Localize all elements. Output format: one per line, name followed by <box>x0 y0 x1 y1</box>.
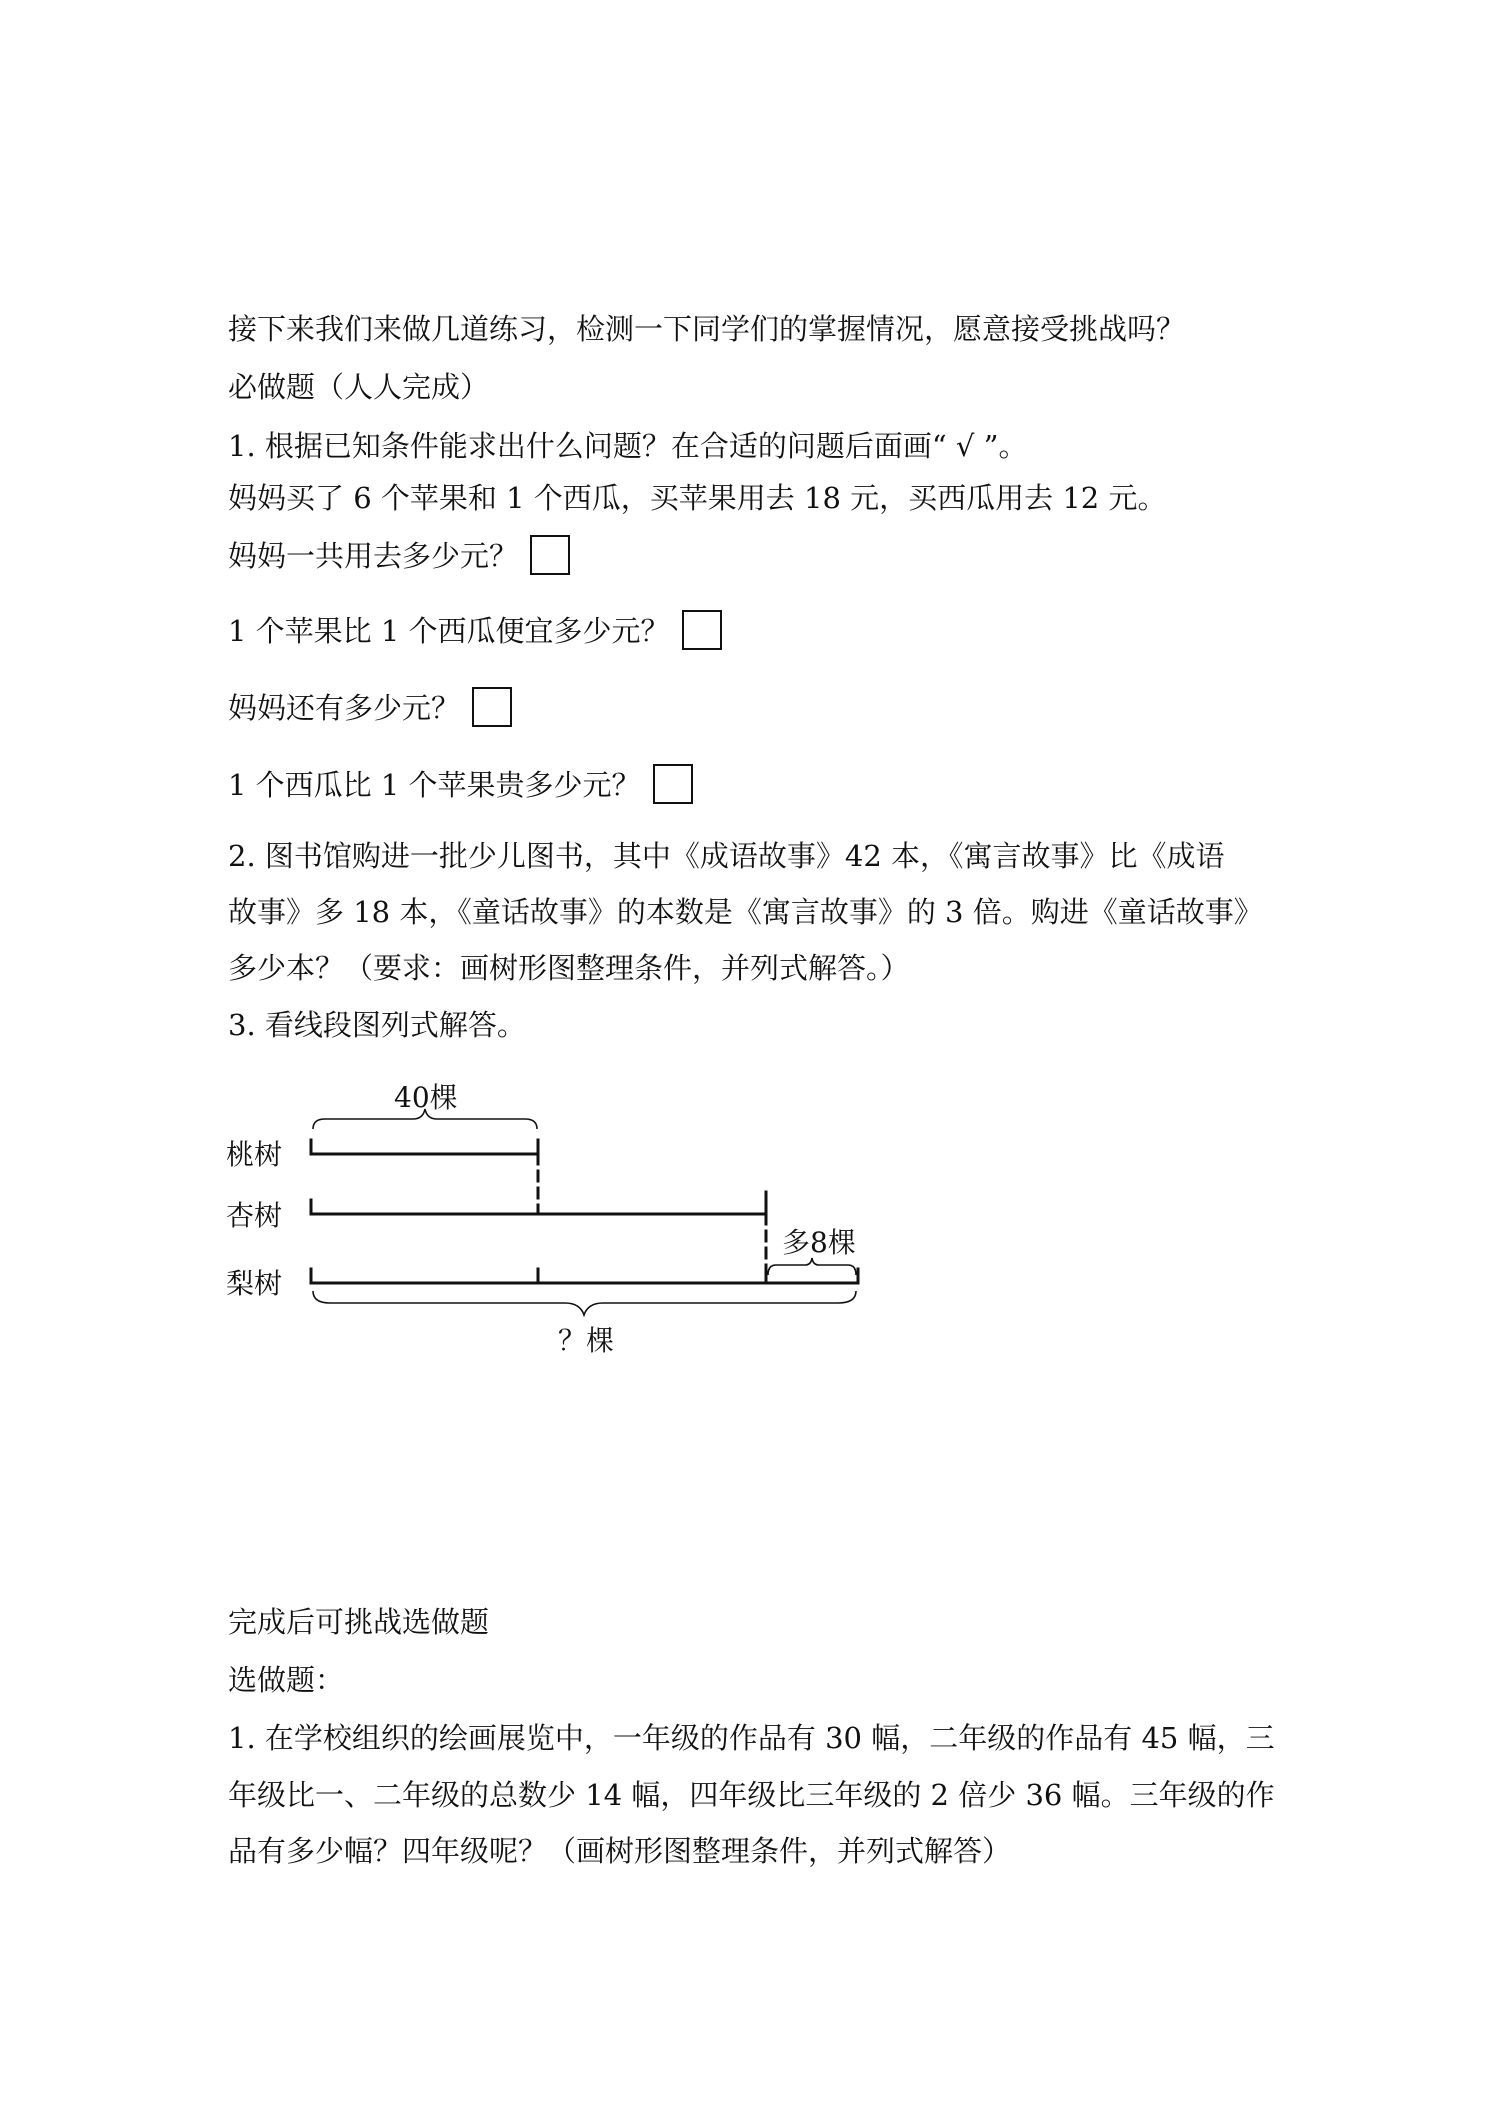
answer-checkbox[interactable] <box>530 535 570 575</box>
q1-option-text: 1 个西瓜比 1 个苹果贵多少元？ <box>228 768 641 802</box>
total-brace <box>313 1291 856 1315</box>
q1-prompt: 1. 根据已知条件能求出什么问题？在合适的问题后面画“ √ ”。 <box>228 429 1028 463</box>
required-heading: 必做题（人人完成） <box>228 370 490 404</box>
row-label: 杏树 <box>226 1199 283 1232</box>
q1-option <box>228 688 512 730</box>
q1-given: 妈妈买了 6 个苹果和 1 个西瓜，买苹果用去 18 元，买西瓜用去 12 元。 <box>228 481 1167 515</box>
opt-q1-text-line: 1. 在学校组织的绘画展览中，一年级的作品有 30 幅，二年级的作品有 45 幅，三 <box>228 1721 1275 1755</box>
q1-option <box>228 536 570 578</box>
optional-heading: 选做题： <box>228 1663 345 1697</box>
q1-option <box>228 765 693 807</box>
total-label: ？棵 <box>558 1324 615 1357</box>
extra-brace <box>768 1258 856 1275</box>
opt-q1-text-line: 品有多少幅？四年级呢？（画树形图整理条件，并列式解答） <box>228 1834 1012 1868</box>
q1-option-text: 妈妈一共用去多少元？ <box>228 539 519 573</box>
top-label: 40棵 <box>394 1081 458 1114</box>
q2-text-line: 多少本？（要求：画树形图整理条件，并列式解答。） <box>228 951 910 985</box>
q3-prompt: 3. 看线段图列式解答。 <box>228 1008 526 1042</box>
q1-option-text: 妈妈还有多少元？ <box>228 691 461 725</box>
row-label: 桃树 <box>226 1138 283 1171</box>
answer-checkbox[interactable] <box>472 687 512 727</box>
answer-checkbox[interactable] <box>682 610 722 650</box>
q2-text-line: 2. 图书馆购进一批少儿图书，其中《成语故事》42 本，《寓言故事》比《成语 <box>228 839 1225 873</box>
line-segment-diagram <box>220 1075 880 1365</box>
q2-text-line: 故事》多 18 本，《童话故事》的本数是《寓言故事》的 3 倍。购进《童话故事》 <box>228 895 1263 929</box>
opt-q1-text-line: 年级比一、二年级的总数少 14 幅，四年级比三年级的 2 倍少 36 幅。三年级的作 <box>228 1778 1275 1812</box>
row-label: 梨树 <box>226 1267 283 1300</box>
answer-checkbox[interactable] <box>653 764 693 804</box>
q1-option-text: 1 个苹果比 1 个西瓜便宜多少元？ <box>228 614 670 648</box>
q1-option <box>228 611 722 653</box>
intro-text: 接下来我们来做几道练习，检测一下同学们的掌握情况，愿意接受挑战吗？ <box>228 312 1186 346</box>
optional-intro: 完成后可挑战选做题 <box>228 1605 490 1639</box>
extra-label: 多8棵 <box>782 1226 856 1259</box>
